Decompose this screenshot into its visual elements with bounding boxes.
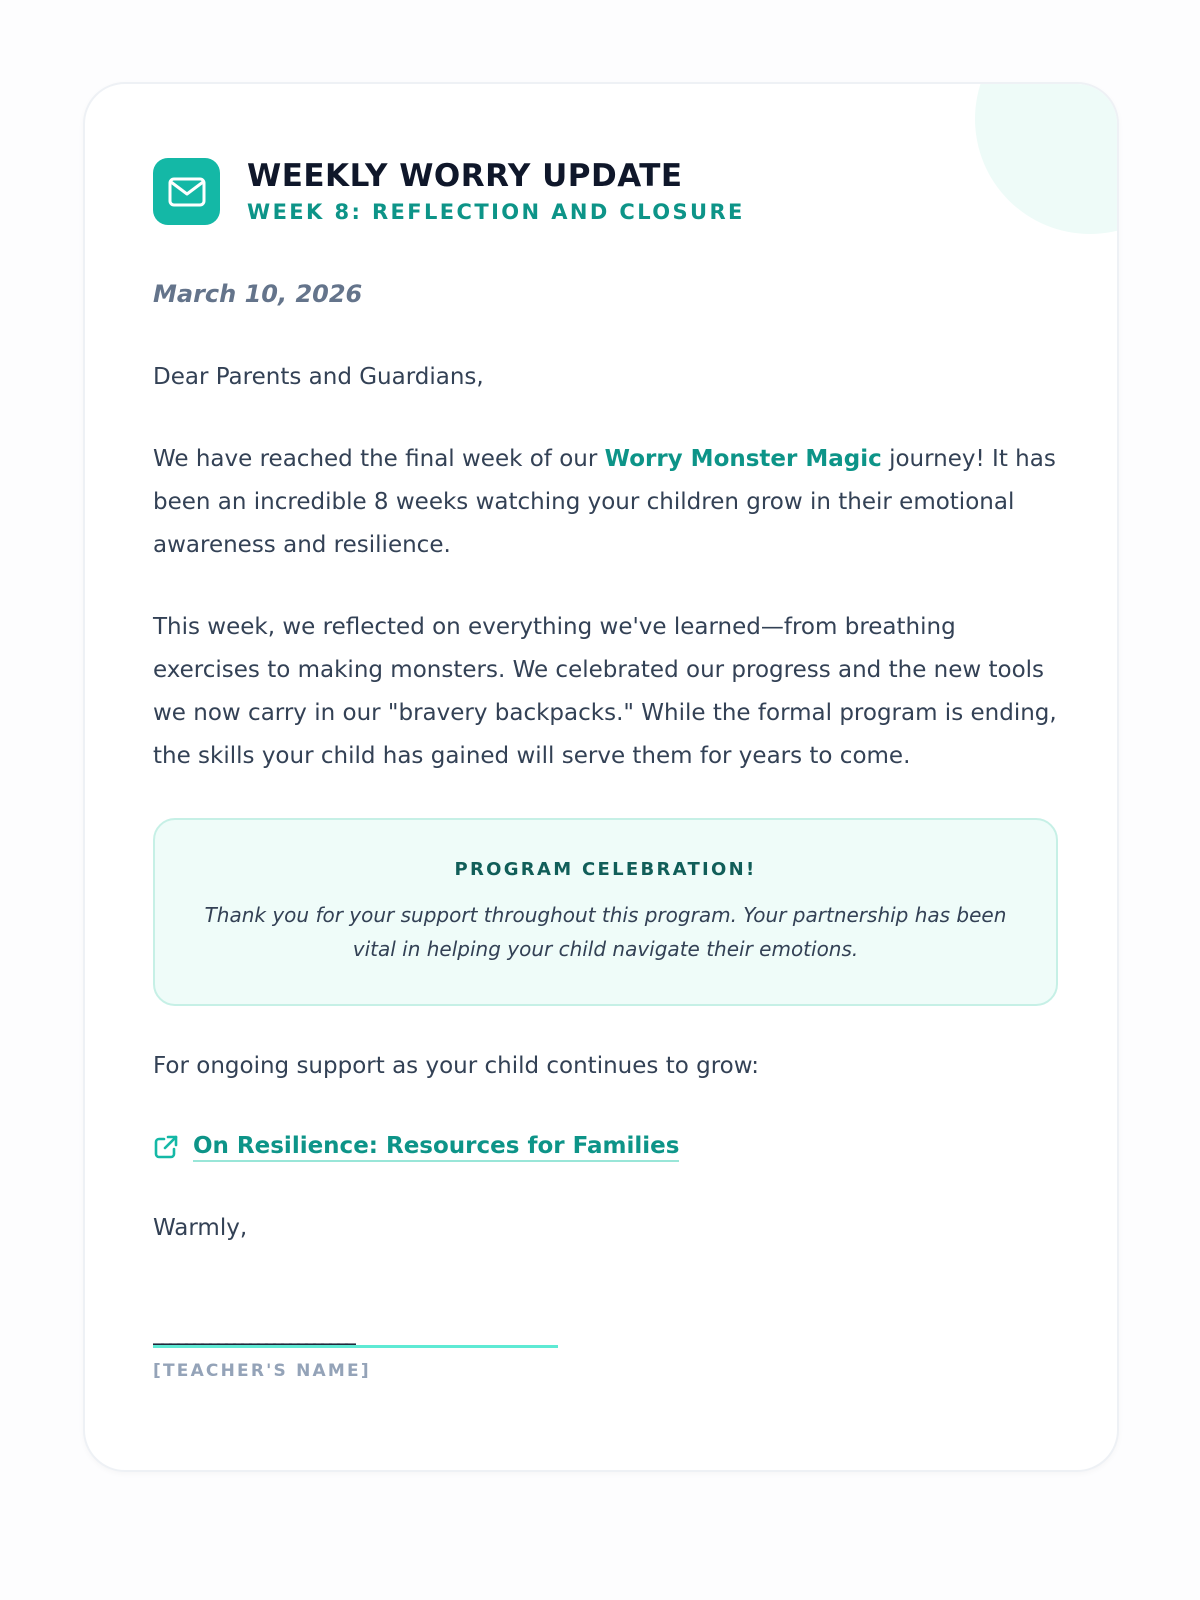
program-name-highlight: Worry Monster Magic bbox=[604, 446, 882, 472]
callout-title: PROGRAM CELEBRATION! bbox=[454, 859, 757, 880]
intro-text-start: We have reached the final week of our bbox=[153, 446, 605, 472]
intro-paragraph bbox=[153, 438, 1058, 567]
letter-body bbox=[153, 274, 1058, 1382]
sign-off: Warmly, bbox=[153, 1215, 248, 1241]
ongoing-support-text: For ongoing support as your child continues to grow: bbox=[153, 1053, 760, 1079]
intro-text-end: journey! It has been an incredible 8 weeks watching your children grow in their emotional awareness and resilience. bbox=[153, 446, 1056, 558]
decorative-circle bbox=[975, 82, 1119, 234]
reflection-paragraph: This week, we reflected on everything we've learned—from breathing exercises to making monsters. We celebrated our progress and the new tools we now carry in our "bravery backpacks." While the formal program is ending, the skills your child has gained will serve them for years to come. bbox=[153, 614, 1057, 769]
celebration-callout bbox=[153, 818, 1058, 1006]
teacher-name-placeholder: [TEACHER'S NAME] bbox=[153, 1361, 371, 1381]
resource-link[interactable]: On Resilience: Resources for Families bbox=[193, 1132, 679, 1162]
external-link-icon bbox=[153, 1134, 179, 1160]
signature-line: _________________________ bbox=[153, 1323, 558, 1348]
page-title: WEEKLY WORRY UPDATE bbox=[247, 158, 683, 194]
envelope-icon bbox=[153, 158, 220, 225]
newsletter-card bbox=[83, 82, 1119, 1472]
page-subtitle: WEEK 8: REFLECTION AND CLOSURE bbox=[247, 200, 745, 224]
callout-text: Thank you for your support throughout this program. Your partnership has been vital in helping your child navigate their emotions. bbox=[204, 903, 1007, 961]
header-titles bbox=[247, 158, 745, 225]
letter-date: March 10, 2026 bbox=[153, 280, 363, 308]
greeting: Dear Parents and Guardians, bbox=[153, 364, 484, 390]
newsletter-header bbox=[153, 158, 745, 225]
resource-link-row[interactable] bbox=[153, 1125, 1058, 1168]
